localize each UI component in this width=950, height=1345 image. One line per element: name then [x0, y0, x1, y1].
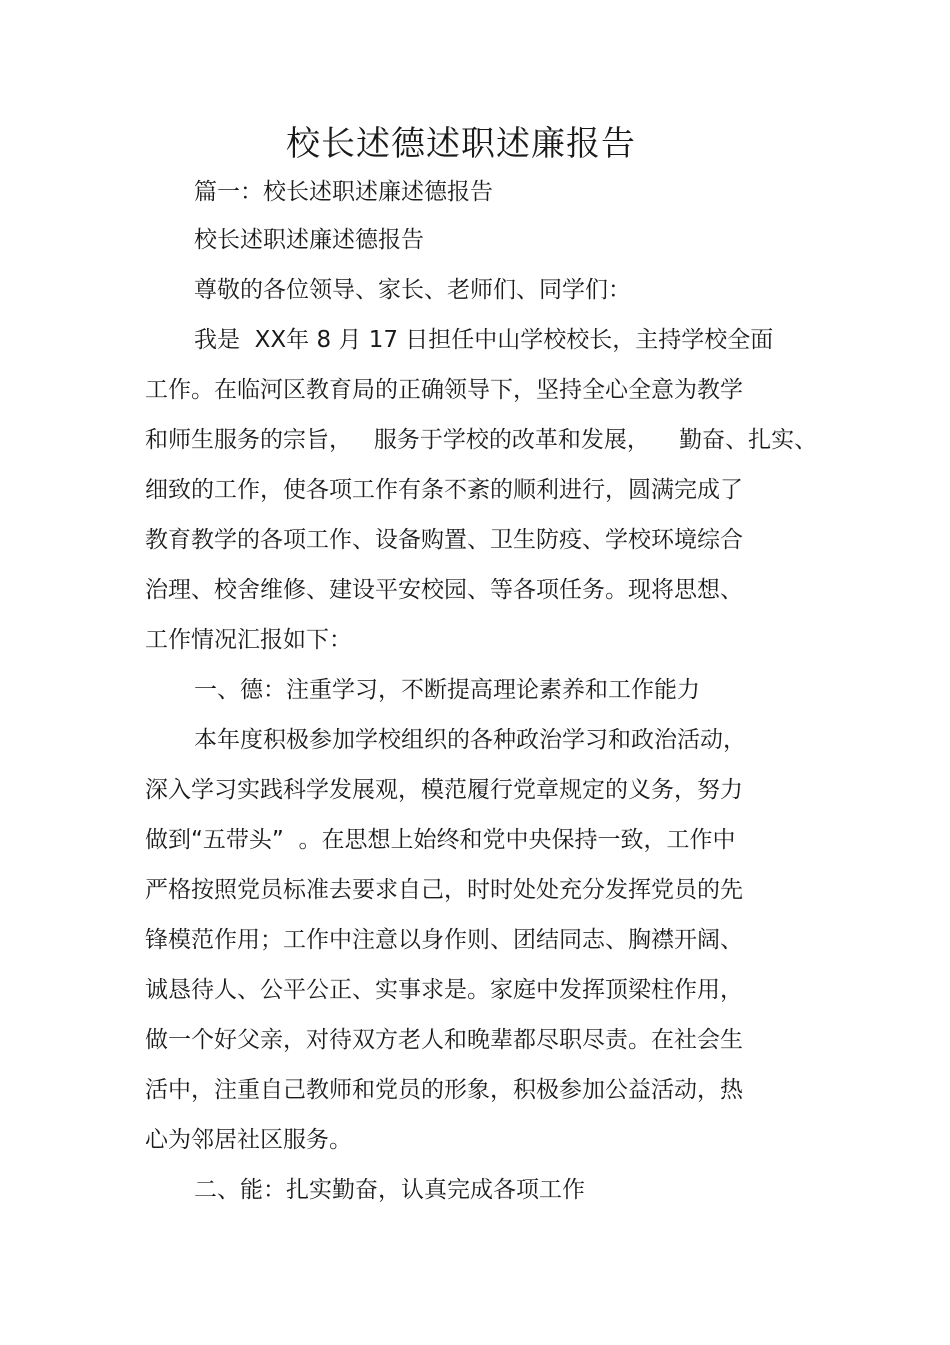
paragraph-line: 本年度积极参加学校组织的各种政治学习和政治活动， — [194, 727, 746, 753]
section-heading-line: 二、能：扎实勤奋，认真完成各项工作 — [194, 1177, 585, 1203]
paragraph-line: 心为邻居社区服务。 — [145, 1127, 352, 1153]
paragraph-line: 治理、校舍维修、建设平安校园、等各项任务。现将思想、 — [145, 577, 743, 603]
paragraph-line: 诚恳待人、公平公正、实事求是。家庭中发挥顶梁柱作用， — [145, 977, 743, 1003]
subtitle-line: 篇一：校长述职述廉述德报告 — [194, 179, 493, 205]
paragraph-line: 工作情况汇报如下： — [145, 627, 352, 653]
salutation-line: 尊敬的各位领导、家长、老师们、同学们： — [194, 277, 631, 303]
paragraph-line: 我是 XX年 8 月 17 日担任中山学校校长，主持学校全面 — [194, 327, 774, 353]
paragraph-line: 深入学习实践科学发展观，模范履行党章规定的义务，努力 — [145, 777, 743, 803]
paragraph-line: 活中，注重自己教师和党员的形象，积极参加公益活动，热 — [145, 1077, 743, 1103]
section-heading-line: 一、德：注重学习，不断提高理论素养和工作能力 — [194, 677, 700, 703]
paragraph-line: 锋模范作用；工作中注意以身作则、团结同志、胸襟开阔、 — [145, 927, 743, 953]
paragraph-line: 工作。在临河区教育局的正确领导下，坚持全心全意为教学 — [145, 377, 743, 403]
paragraph-line: 做到“五带头” 。在思想上始终和党中央保持一致，工作中 — [145, 827, 736, 853]
paragraph-line: 和师生服务的宗旨， 服务于学校的改革和发展， 勤奋、扎实、 — [145, 427, 818, 453]
paragraph-line: 做一个好父亲，对待双方老人和晚辈都尽职尽责。在社会生 — [145, 1027, 743, 1053]
report-heading-line: 校长述职述廉述德报告 — [194, 227, 424, 253]
paragraph-line: 严格按照党员标准去要求自己，时时处处充分发挥党员的先 — [145, 877, 743, 903]
document-title: 校长述德述职述廉报告 — [286, 124, 636, 164]
paragraph-line: 细致的工作，使各项工作有条不紊的顺利进行，圆满完成了 — [145, 477, 743, 503]
paragraph-line: 教育教学的各项工作、设备购置、卫生防疫、学校环境综合 — [145, 527, 743, 553]
